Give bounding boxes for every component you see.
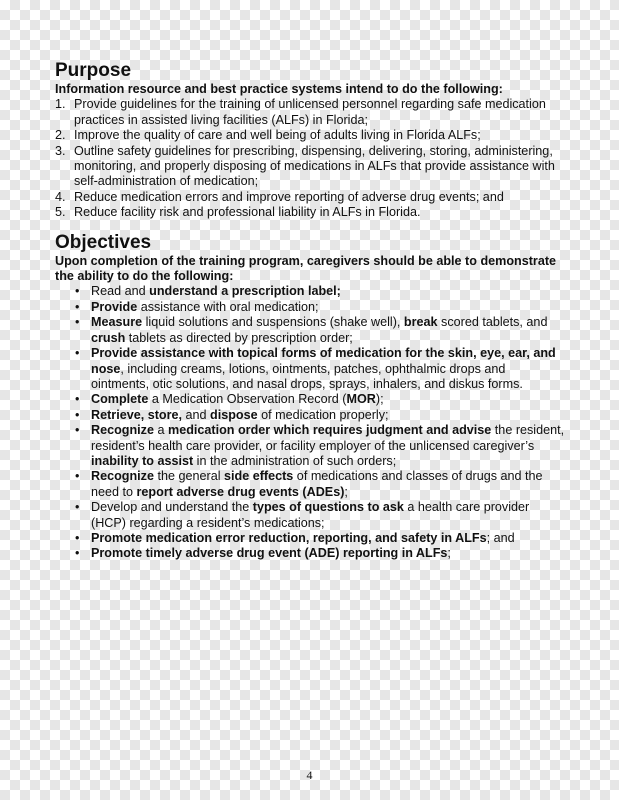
page-content [55,60,567,562]
objective-text-run: Promote medication error reduction, reporting, and safety in ALFs [91,530,487,545]
objective-item [55,315,567,346]
bullet-icon: • [75,299,80,314]
objective-text-run: Provide [91,299,138,314]
objectives-lead: Upon completion of the training program, caregivers should be able to demonstrate the ability to do the following: [55,253,557,284]
objectives-heading: Objectives [55,231,152,253]
page-number: 4 [306,768,313,782]
objective-text-run: ; [447,546,451,561]
purpose-item [55,97,567,128]
bullet-icon: • [75,315,80,330]
bullet-icon: • [75,546,80,561]
purpose-item-text: Outline safety guidelines for prescribing, dispensing, delivering, storing, administering, monitoring, and properly disposing of medications in ALFs that provide assistance with self-administration of medication; [74,143,555,189]
objective-item [55,469,567,500]
objective-text-run: and [182,407,211,422]
objective-text-run: a health care provider (HCP) regarding a resident’s medications; [91,500,530,530]
objective-text-run: Read and [91,284,150,299]
purpose-item-text: Reduce medication errors and improve reporting of adverse drug events; and [74,189,504,204]
objective-item [55,300,567,315]
objective-text-run: MOR [346,392,376,407]
purpose-item [55,144,567,190]
bullet-icon: • [75,407,80,422]
purpose-item [55,128,567,143]
bullet-icon: • [75,346,80,361]
objective-text-run: ; and [486,530,515,545]
bullet-icon: • [75,530,80,545]
objective-text-run: ; [344,484,348,499]
list-number: 2. [55,128,66,143]
objective-text-run: the resident, resident’s health care provider, or facility employer of the unlicensed caregiver’s [91,423,565,453]
objective-text-run: crush [91,330,126,345]
objective-text-run: in the administration of such orders; [193,453,397,468]
objective-item [55,546,567,561]
bullet-icon: • [75,284,80,299]
bullet-icon: • [75,500,80,515]
objective-text-run: inability to assist [91,453,194,468]
objectives-list [55,284,567,561]
objective-text-run: Retrieve, store, [91,407,182,422]
list-number: 4. [55,189,66,204]
purpose-item [55,190,567,205]
objective-text-run: Recognize [91,469,154,484]
objective-text-run: a [153,423,168,438]
bullet-icon: • [75,469,80,484]
bullet-icon: • [75,423,80,438]
objective-text-run: ); [375,392,384,407]
objective-item [55,408,567,423]
purpose-item [55,205,567,220]
objective-text-run: tablets as directed by prescription order; [125,330,353,345]
purpose-heading: Purpose [55,60,132,81]
bullet-icon: • [75,392,80,407]
objective-text-run: Measure [91,315,143,330]
objective-text-run: , including creams, lotions, ointments, patches, ophthalmic drops and ointments, otic solutions, and nasal drops, sprays, inhalers, and diskus forms. [91,361,523,391]
objective-text-run: of medication properly; [257,407,389,422]
objective-text-run: liquid solutions and suspensions (shake well), [142,315,404,330]
objective-text-run: break [403,315,438,330]
objective-text-run: Provide assistance with topical forms of medication for the skin, eye, ear, and nose [91,346,556,376]
purpose-item-text: Improve the quality of care and well being of adults living in Florida ALFs; [74,128,481,143]
objective-text-run: understand a prescription label; [149,284,341,299]
objective-text-run: Develop and understand the [91,500,253,515]
objective-text-run: side effects [224,469,294,484]
objective-text-run: Complete [91,392,149,407]
objective-text-run: a Medication Observation Record ( [148,392,347,407]
objective-text-run: Promote timely adverse drug event (ADE) reporting in ALFs [91,546,448,561]
objective-text-run: scored tablets, and [437,315,548,330]
objective-text-run: types of questions to ask [252,500,404,515]
list-number: 1. [55,97,66,112]
purpose-lead: Information resource and best practice systems intend to do the following: [55,82,503,96]
objective-item [55,392,567,407]
list-number: 3. [55,143,66,158]
objective-text-run: report adverse drug events (ADEs) [136,484,345,499]
list-number: 5. [55,205,66,220]
objective-text-run: of medications and classes of drugs and the need to [91,469,543,499]
objective-text-run: medication order which requires judgment and advise [168,423,492,438]
purpose-item-text: Reduce facility risk and professional liability in ALFs in Florida. [74,205,421,220]
purpose-list [55,97,567,220]
objective-text-run: assistance with oral medication; [137,299,319,314]
objective-text-run: Recognize [91,423,154,438]
objective-item [55,346,567,392]
objective-item [55,500,567,531]
objective-item [55,284,567,299]
objective-item [55,531,567,546]
objective-text-run: the general [153,469,225,484]
objective-item [55,423,567,469]
purpose-item-text: Provide guidelines for the training of unlicensed personnel regarding safe medication practices in assisted living facilities (ALFs) in Florida; [74,97,546,127]
objective-text-run: dispose [210,407,258,422]
